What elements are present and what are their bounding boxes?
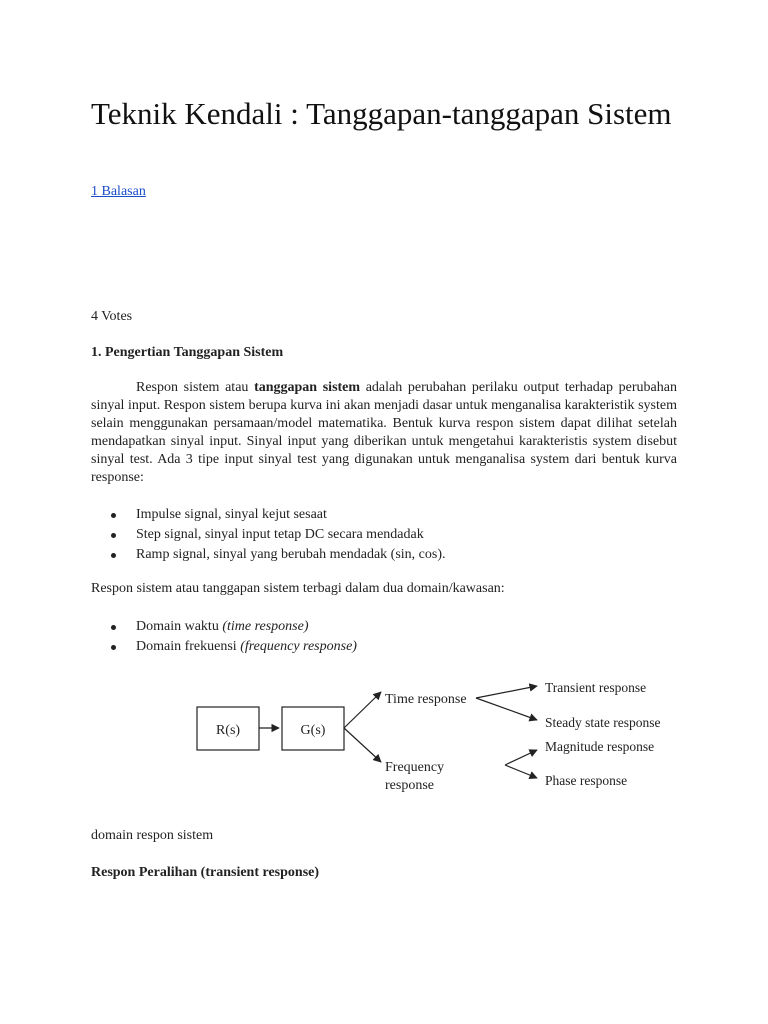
frequency-response-label-2: response <box>385 778 434 793</box>
transient-label: Transient response <box>545 680 647 695</box>
list-item <box>91 637 357 657</box>
arrow-to-magnitude <box>505 750 537 765</box>
votes-count: 4 Votes <box>91 309 133 324</box>
magnitude-label: Magnitude response <box>545 739 655 754</box>
phase-label: Phase response <box>545 773 628 788</box>
domain-list <box>91 617 357 657</box>
page-title: Teknik Kendali : Tanggapan-tanggapan Sistem <box>91 96 672 131</box>
signal-list <box>91 505 445 565</box>
domain-italic: (frequency response) <box>240 639 357 654</box>
list-item: Ramp signal, sinyal yang berubah mendadak (sin, cos). <box>91 545 445 565</box>
arrow-to-time <box>344 692 381 728</box>
section-heading-2: Respon Peralihan (transient response) <box>91 865 320 880</box>
reply-link[interactable]: 1 Balasan <box>91 184 146 199</box>
list-item: Impulse signal, sinyal kejut sesaat <box>91 505 445 525</box>
paragraph-prefix: Respon sistem atau <box>136 380 255 395</box>
domain-italic: (time response) <box>222 619 309 634</box>
section-heading-1: 1. Pengertian Tanggapan Sistem <box>91 345 284 360</box>
block-g-label: G(s) <box>300 723 326 738</box>
time-response-label: Time response <box>385 692 467 707</box>
response-domain-diagram <box>191 670 691 800</box>
domain-label: Domain frekuensi <box>136 639 241 654</box>
paragraph-suffix: adalah perubahan perilaku output terhadap perubahan sinyal input. Respon sistem berupa kurva ini akan menjadi dasar untuk menganalisa karakteristik system selain menggunakan persamaan/model matematika. Bentuk kurva respon sistem dapat dilihat setelah mendapatkan sinyal input. Sinyal input yang diberikan untuk mengetahui karakteristis system disebut sinyal test. Ada 3 tipe input sinyal test yang digunakan untuk menganalisa system dari bentuk kurva response: <box>91 380 677 485</box>
diagram-caption: domain respon sistem <box>91 828 214 843</box>
domain-label: Domain waktu <box>136 619 223 634</box>
paragraph-bold-term: tanggapan sistem <box>254 380 361 395</box>
list-item <box>91 617 357 637</box>
list-item: Step signal, sinyal input tetap DC secara mendadak <box>91 525 445 545</box>
paragraph-definition <box>91 379 677 487</box>
arrow-to-phase <box>505 765 537 778</box>
domain-intro: Respon sistem atau tanggapan sistem terbagi dalam dua domain/kawasan: <box>91 581 505 596</box>
frequency-response-label-1: Frequency <box>385 760 445 775</box>
arrow-to-transient <box>476 686 537 698</box>
arrow-to-steady <box>476 698 537 720</box>
block-r-label: R(s) <box>215 723 241 738</box>
steady-state-label: Steady state response <box>545 715 661 730</box>
arrow-to-frequency <box>344 728 381 762</box>
